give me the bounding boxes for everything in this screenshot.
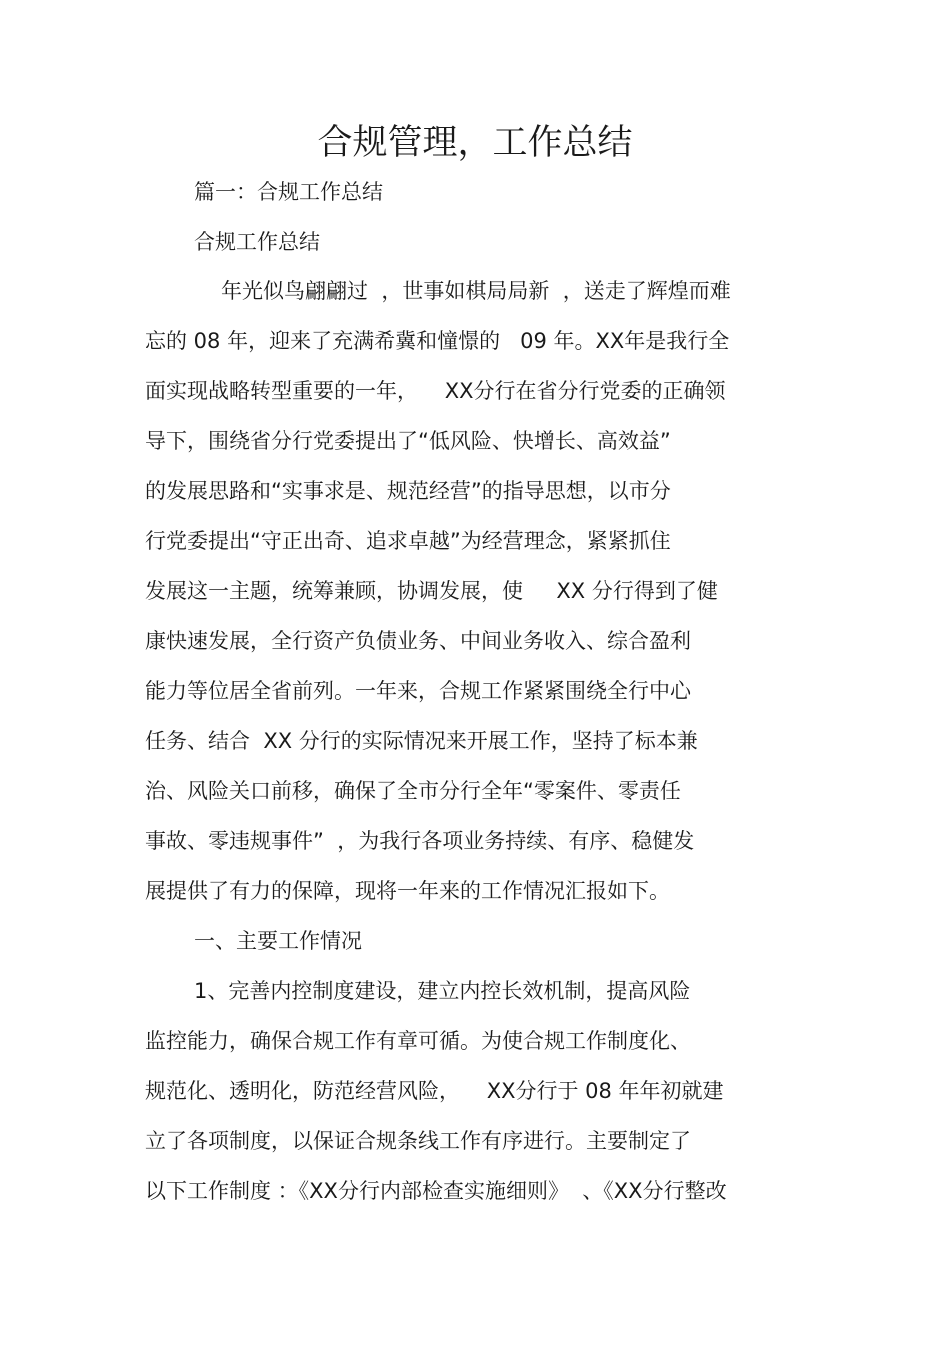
paragraph-line: 面实现战略转型重要的一年， XX分行在省分行党委的正确领 <box>145 379 726 403</box>
paragraph-line: 监控能力，确保合规工作有章可循。为使合规工作制度化、 <box>145 1029 691 1053</box>
paragraph-line: 发展这一主题，统筹兼顾，协调发展，使 XX 分行得到了健 <box>145 579 718 603</box>
paragraph-line: 治、风险关口前移，确保了全市分行全年“零案件、零责任 <box>145 779 681 803</box>
paragraph-line: 忘的 08 年，迎来了充满希冀和憧憬的 09 年。XX年是我行全 <box>145 329 730 353</box>
paragraph-line: 导下，围绕省分行党委提出了“低风险、快增长、高效益” <box>145 429 671 453</box>
paragraph-line: 康快速发展，全行资产负债业务、中间业务收入、综合盈利 <box>145 629 691 653</box>
paragraph-line: 的发展思路和“实事求是、规范经营”的指导思想，以市分 <box>145 479 671 503</box>
paragraph-line: 立了各项制度，以保证合规条线工作有序进行。主要制定了 <box>145 1129 691 1153</box>
paragraph-line: 能力等位居全省前列。一年来，合规工作紧紧围绕全行中心 <box>145 679 691 703</box>
paragraph-line: 任务、结合 XX 分行的实际情况来开展工作，坚持了标本兼 <box>145 729 698 753</box>
paragraph-line: 事故、零违规事件” ，为我行各项业务持续、有序、稳健发 <box>145 829 695 853</box>
section-heading: 一、主要工作情况 <box>194 929 362 953</box>
document-title: 合规管理，工作总结 <box>317 123 633 163</box>
paragraph-line: 1、完善内控制度建设，建立内控长效机制，提高风险 <box>194 979 691 1003</box>
chapter-heading: 篇一：合规工作总结 <box>194 180 383 204</box>
section-subtitle: 合规工作总结 <box>194 230 320 254</box>
paragraph-line: 展提供了有力的保障，现将一年来的工作情况汇报如下。 <box>145 879 670 903</box>
paragraph-line: 以下工作制度 ：《XX分行内部检查实施细则》 、《XX分行整改 <box>145 1179 727 1203</box>
paragraph-line: 行党委提出“守正出奇、追求卓越”为经营理念，紧紧抓住 <box>145 529 671 553</box>
paragraph-line: 年光似鸟翩翩过 ，世事如棋局局新 ，送走了辉煌而难 <box>221 279 731 303</box>
paragraph-line: 规范化、透明化，防范经营风险， XX分行于 08 年年初就建 <box>145 1079 724 1103</box>
